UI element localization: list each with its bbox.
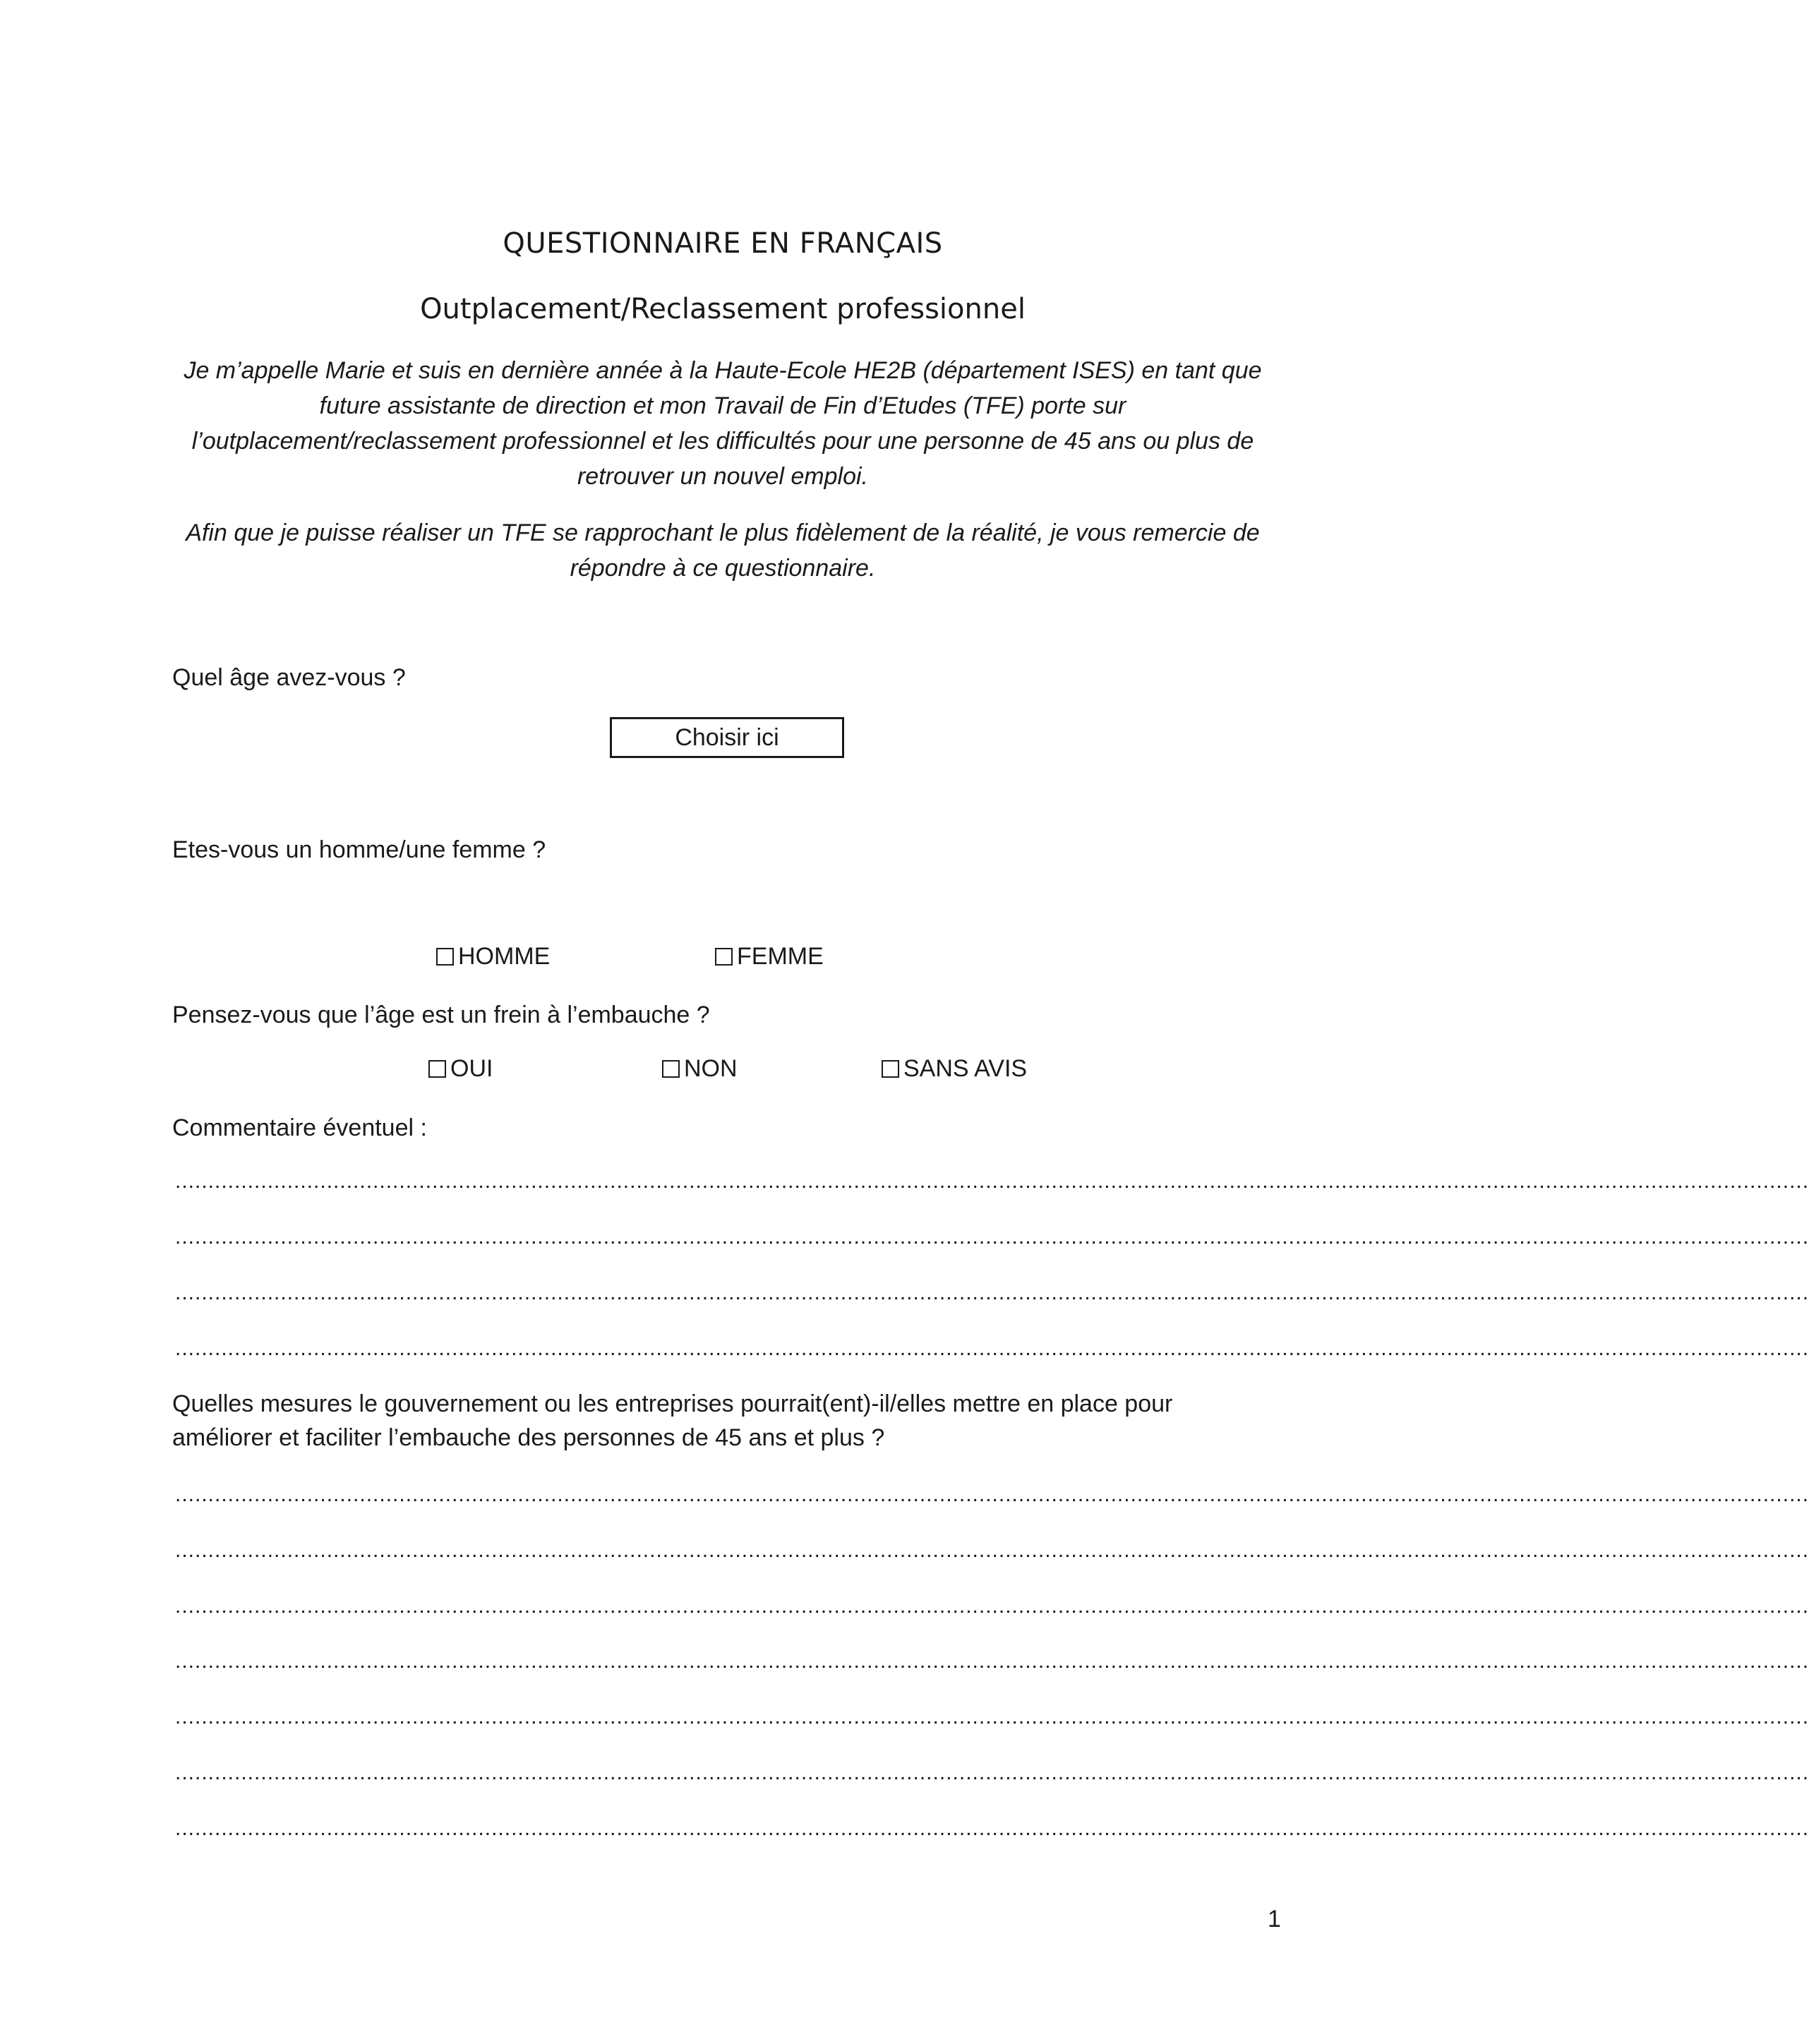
age-select[interactable] bbox=[610, 717, 844, 758]
comment-answer-line[interactable]: ........................................................................................................................................................................................................................................................ bbox=[175, 1225, 1809, 1249]
checkbox-icon[interactable] bbox=[662, 1060, 680, 1078]
option-label: OUI bbox=[450, 1055, 493, 1082]
measures-answer-line[interactable]: ........................................................................................................................................................................................................................................................ bbox=[175, 1539, 1809, 1562]
question-line: améliorer et faciliter l’embauche des personnes de 45 ans et plus ? bbox=[172, 1424, 885, 1451]
measures-answer-line[interactable]: ........................................................................................................................................................................................................................................................ bbox=[175, 1483, 1809, 1506]
measures-question-label bbox=[172, 1387, 1302, 1455]
intro-line: Afin que je puisse réaliser un TFE se rapprochant le plus fidèlement de la réalité, je vous remercie de bbox=[186, 519, 1260, 546]
measures-answer-line[interactable]: ........................................................................................................................................................................................................................................................ bbox=[175, 1817, 1809, 1840]
intro-paragraph-1 bbox=[162, 353, 1283, 494]
intro-line: Je m’appelle Marie et suis en dernière année à la Haute-Ecole HE2B (département ISES) en tant que bbox=[184, 357, 1262, 384]
option-sans-avis[interactable] bbox=[882, 1055, 1027, 1083]
checkbox-icon[interactable] bbox=[715, 948, 733, 966]
option-label: HOMME bbox=[458, 943, 551, 970]
comment-answer-line[interactable]: ........................................................................................................................................................................................................................................................ bbox=[175, 1170, 1809, 1193]
gender-question-label: Etes-vous un homme/une femme ? bbox=[172, 836, 546, 863]
option-homme[interactable] bbox=[436, 943, 550, 970]
checkbox-icon[interactable] bbox=[882, 1060, 899, 1078]
option-label: SANS AVIS bbox=[903, 1055, 1028, 1082]
measures-answer-line[interactable]: ........................................................................................................................................................................................................................................................ bbox=[175, 1761, 1809, 1784]
age-question-label: Quel âge avez-vous ? bbox=[172, 664, 406, 691]
measures-answer-line[interactable]: ........................................................................................................................................................................................................................................................ bbox=[175, 1649, 1809, 1673]
intro-paragraph-2 bbox=[162, 515, 1283, 586]
option-oui[interactable] bbox=[428, 1055, 493, 1083]
question-line: Quelles mesures le gouvernement ou les entreprises pourrait(ent)-il/elles mettre en place pour bbox=[172, 1390, 1173, 1417]
intro-line: future assistante de direction et mon Travail de Fin d’Etudes (TFE) porte sur bbox=[319, 392, 1126, 419]
comment-answer-line[interactable]: ........................................................................................................................................................................................................................................................ bbox=[175, 1337, 1809, 1360]
comment-label: Commentaire éventuel : bbox=[172, 1114, 427, 1141]
comment-answer-line[interactable]: ........................................................................................................................................................................................................................................................ bbox=[175, 1281, 1809, 1304]
intro-line: retrouver un nouvel emploi. bbox=[577, 463, 868, 490]
option-femme[interactable] bbox=[715, 943, 824, 970]
option-non[interactable] bbox=[662, 1055, 738, 1083]
page-number: 1 bbox=[1268, 1906, 1281, 1932]
age-barrier-question-label: Pensez-vous que l’âge est un frein à l’embauche ? bbox=[172, 1002, 710, 1028]
document-subtitle: Outplacement/Reclassement professionnel bbox=[420, 293, 1026, 325]
measures-answer-line[interactable]: ........................................................................................................................................................................................................................................................ bbox=[175, 1594, 1809, 1618]
measures-answer-line[interactable]: ........................................................................................................................................................................................................................................................ bbox=[175, 1705, 1809, 1729]
document-title: QUESTIONNAIRE EN FRANÇAIS bbox=[503, 227, 943, 260]
option-label: NON bbox=[684, 1055, 738, 1082]
checkbox-icon[interactable] bbox=[428, 1060, 446, 1078]
age-select-label: Choisir ici bbox=[675, 723, 779, 751]
option-label: FEMME bbox=[737, 943, 824, 970]
intro-line: répondre à ce questionnaire. bbox=[570, 555, 876, 582]
intro-line: l’outplacement/reclassement professionnel et les difficultés pour une personne de 45 ans ou plus de bbox=[191, 428, 1254, 455]
checkbox-icon[interactable] bbox=[436, 948, 454, 966]
